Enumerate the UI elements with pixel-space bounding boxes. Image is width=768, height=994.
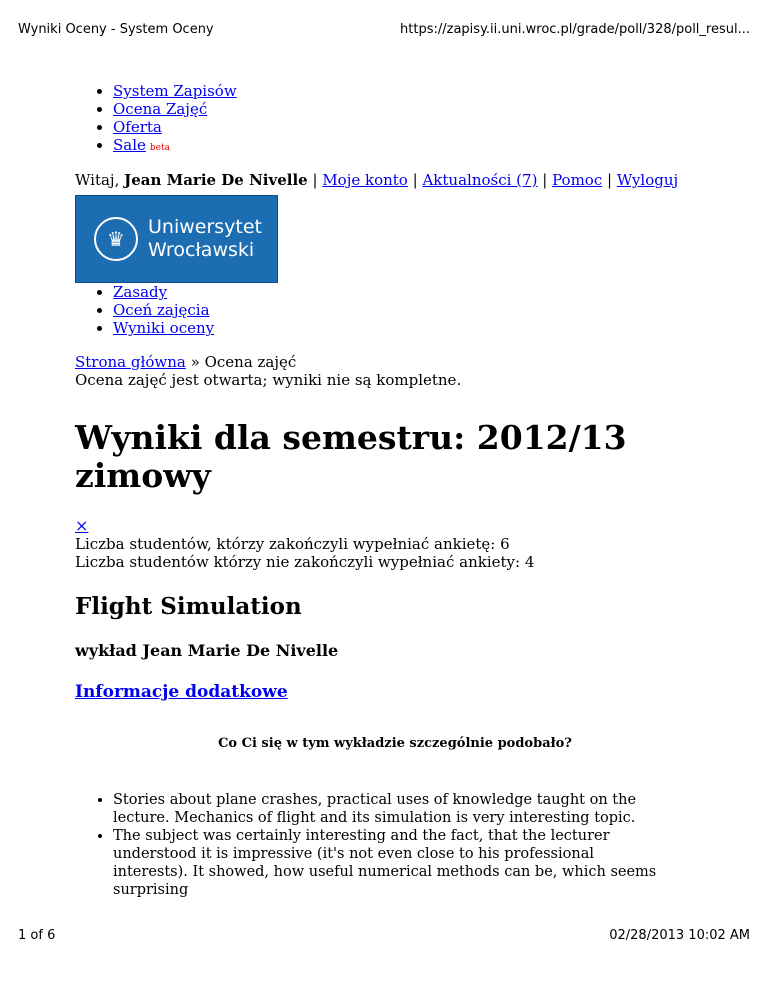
university-logo[interactable] (75, 195, 278, 283)
print-page-url: https://zapisy.ii.uni.wroc.pl/grade/poll/328/poll_resul... (400, 22, 750, 37)
top-nav-item (113, 82, 715, 100)
sub-nav-item (113, 319, 715, 337)
answer-item: • Stories about plane crashes, practical uses of knowledge taught on the lecture. Mechanics of flight and its simulation is very interesting topic. (113, 791, 673, 827)
nav-ocena-zajec-link[interactable]: Ocena Zajęć (113, 100, 208, 118)
print-datetime: 02/28/2013 10:02 AM (609, 928, 750, 943)
news-link[interactable]: Aktualności (7) (422, 171, 538, 189)
top-nav-item (113, 136, 715, 157)
additional-info-link[interactable]: Informacje dodatkowe (75, 682, 288, 702)
nav-oferta-link[interactable]: Oferta (113, 118, 162, 136)
beta-badge: beta (149, 143, 170, 153)
welcome-bar (75, 171, 715, 189)
breadcrumb-current: Ocena zajęć (204, 353, 297, 371)
sub-nav-item (113, 283, 715, 301)
sub-nav-item (113, 301, 715, 319)
status-text: Ocena zajęć jest otwarta; wyniki nie są kompletne. (75, 371, 462, 389)
course-subtitle: wykład Jean Marie De Nivelle (75, 641, 339, 660)
print-header (18, 22, 750, 37)
sub-nav (75, 283, 715, 337)
results-link[interactable]: Wyniki oceny (113, 319, 215, 337)
answer-item: • The subject was certainly interesting and the fact, that the lecturer understood it is impressive (it's not even close to his professional interests). It showed, how useful numerical methods can be, which seems surprising (113, 827, 673, 899)
print-page-title: Wyniki Oceny - System Oceny (18, 22, 214, 37)
breadcrumb-separator: » (190, 353, 200, 371)
rate-classes-link[interactable]: Oceń zajęcia (113, 301, 210, 319)
breadcrumb (75, 353, 715, 371)
stats-completed: Liczba studentów, którzy zakończyli wypełniać ankietę: 6 (75, 535, 510, 553)
welcome-prefix: Witaj, (75, 171, 120, 189)
top-nav-item (113, 100, 715, 118)
stats-not-completed: Liczba studentów którzy nie zakończyli wypełniać ankiety: 4 (75, 553, 535, 571)
rules-link[interactable]: Zasady (113, 283, 168, 301)
survey-question: Co Ci się w tym wykładzie szczególnie podobało? (218, 736, 572, 751)
separator: | (412, 171, 418, 189)
logo-text (148, 216, 262, 262)
user-name: Jean Marie De Nivelle (124, 171, 308, 189)
breadcrumb-home-link[interactable]: Strona główna (75, 353, 186, 371)
top-nav-item (113, 118, 715, 136)
separator: | (312, 171, 318, 189)
answers-list (75, 791, 673, 899)
my-account-link[interactable]: Moje konto (322, 171, 408, 189)
logout-link[interactable]: Wyloguj (616, 171, 679, 189)
print-footer (18, 928, 750, 943)
nav-sale-link[interactable]: Sale (113, 136, 146, 154)
separator: | (542, 171, 548, 189)
eagle-seal-icon: ♛ (94, 217, 138, 261)
page-content (75, 82, 715, 899)
top-nav (75, 82, 715, 157)
nav-system-zapisow-link[interactable]: System Zapisów (113, 82, 237, 100)
page-number: 1 of 6 (18, 928, 56, 943)
close-icon[interactable]: × (75, 516, 89, 535)
help-link[interactable]: Pomoc (552, 171, 603, 189)
separator: | (607, 171, 613, 189)
course-title: Flight Simulation (75, 593, 302, 620)
logo-line-2: Wrocławski (148, 239, 255, 261)
logo-line-1: Uniwersytet (148, 216, 262, 238)
page-title: Wyniki dla semestru: 2012/13 zimowy (75, 418, 627, 495)
